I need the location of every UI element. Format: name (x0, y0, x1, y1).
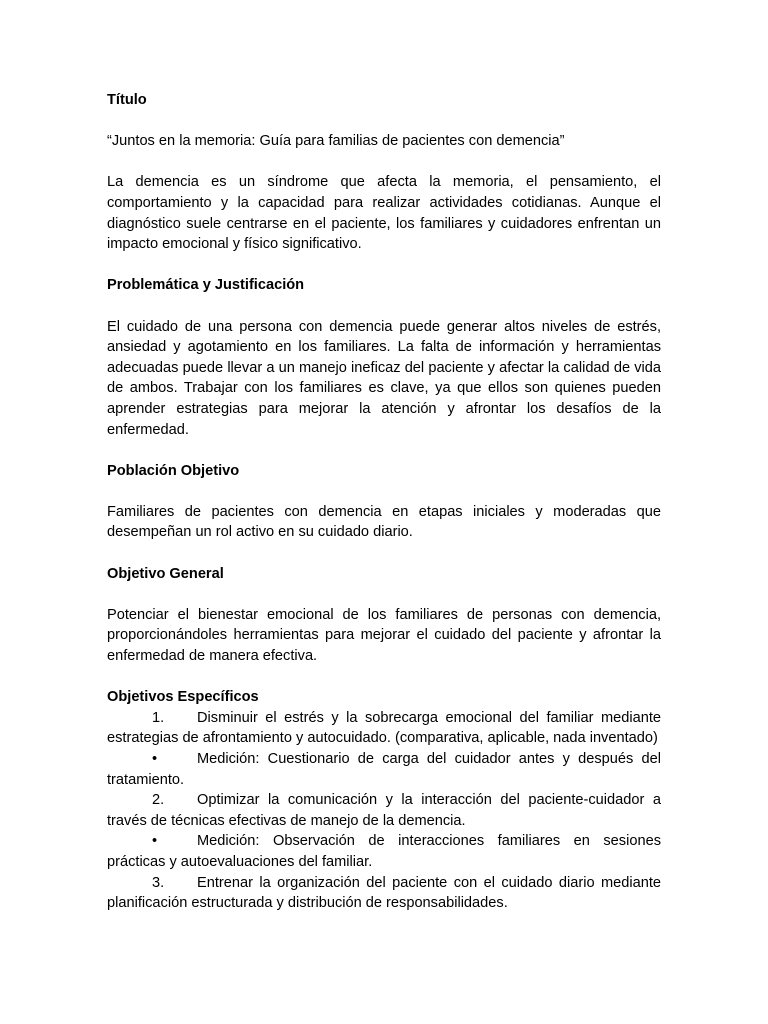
specific-objectives-heading: Objetivos Específicos (107, 689, 259, 706)
population-paragraph: Familiares de pacientes con demencia en etapas iniciales y moderadas que desempeñan un rol activo en su cuidado diario. (107, 503, 661, 541)
intro-paragraph: La demencia es un síndrome que afecta la memoria, el pensamiento, el comportamiento y la capacidad para realizar actividades cotidianas. Aunque el diagnóstico suele centrarse en el paciente, los familiares y cuidadores enfrentan un impacto emocional y físico significativo. (107, 174, 661, 253)
problem-heading: Problemática y Justificación (107, 277, 305, 294)
list-item-text: Optimizar la comunicación y la interacción del paciente-cuidador a través de técnicas efectivas de manejo de la demencia. (107, 792, 661, 829)
list-marker: 3. (152, 874, 165, 891)
general-objective-heading: Objetivo General (107, 565, 224, 582)
document-title: “Juntos en la memoria: Guía para familias de pacientes con demencia” (107, 133, 565, 150)
list-item (107, 790, 661, 831)
list-marker: 2. (152, 792, 165, 809)
problem-paragraph: El cuidado de una persona con demencia puede generar altos niveles de estrés, ansiedad y agotamiento en los familiares. La falta de información y herramientas adecuadas puede llevar a un manejo ineficaz del paciente y afectar la calidad de vida de ambos. Trabajar con los familiares es clave, ya que ellos son quienes pueden aprender estrategias para mejorar la atención y afrontar los desafíos de la enfermedad. (107, 318, 661, 438)
list-item-text: Medición: Observación de interacciones familiares en sesiones prácticas y autoevaluaciones del familiar. (107, 833, 661, 870)
list-item (107, 749, 661, 790)
list-item-text: Entrenar la organización del paciente con el cuidado diario mediante planificación estructurada y distribución de responsabilidades. (107, 874, 661, 912)
list-item (107, 873, 661, 914)
list-item (107, 708, 661, 749)
bullet-marker: • (152, 833, 158, 850)
title-heading: Título (107, 92, 147, 108)
list-item (107, 831, 661, 872)
general-objective-paragraph: Potenciar el bienestar emocional de los familiares de personas con demencia, proporcionándoles herramientas para mejorar el cuidado del paciente y afrontar la enfermedad de manera efectiva. (107, 606, 661, 665)
list-item-text: Medición: Cuestionario de carga del cuidador antes y después del tratamiento. (107, 751, 661, 788)
population-heading: Población Objetivo (107, 462, 240, 479)
specific-objectives-list (107, 708, 661, 914)
list-marker: 1. (152, 709, 165, 726)
list-item-text: Disminuir el estrés y la sobrecarga emocional del familiar mediante estrategias de afrontamiento y autocuidado. (comparativa, aplicable, nada inventado) (107, 709, 661, 747)
document-page (107, 90, 661, 914)
bullet-marker: • (152, 751, 158, 767)
